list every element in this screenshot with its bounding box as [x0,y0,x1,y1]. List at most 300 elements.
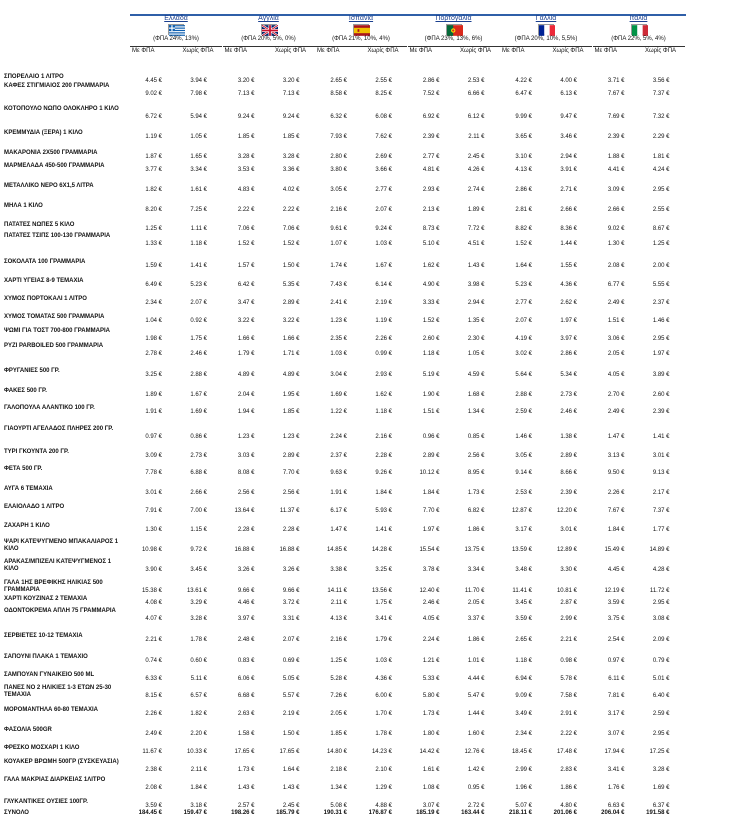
price-with-vat: 2.80 € [330,154,347,160]
price-with-vat: 7.67 € [607,91,625,97]
price-with-vat: 2.38 € [145,767,162,773]
product-label: ΜΑΡΜΕΛΑΔΑ 450-500 ΓΡΑΜΜΑΡΙΑ [4,163,105,169]
price-with-vat: 12.87 € [511,508,532,514]
price-with-vat: 185.19 € [416,810,440,816]
price-with-vat: 1.25 € [330,658,347,664]
price-without-vat: 7.06 € [282,226,300,232]
price-with-vat: 1.69 € [330,392,347,398]
price-without-vat: 1.62 € [375,392,392,398]
price-without-vat: 3.56 € [652,78,670,84]
price-without-vat: 3.08 € [652,616,670,622]
price-with-vat: 3.59 € [515,616,532,622]
price-with-vat: 7.06 € [237,226,255,232]
price-without-vat: 2.60 € [652,392,670,398]
price-without-vat: 1.44 € [467,711,485,717]
price-without-vat: 2.30 € [467,336,485,342]
product-label: ΜΗΛΑ 1 ΚΙΛΟ [4,203,43,209]
price-with-vat: 3.01 € [145,490,162,496]
price-with-vat: 1.03 € [330,351,347,357]
price-with-vat: 1.51 € [422,409,440,415]
price-with-vat: 2.56 € [237,490,255,496]
price-with-vat: 3.41 € [607,767,625,773]
price-without-vat: 3.98 € [467,282,485,288]
product-label: ΡΥΖΙ PARBOILED 500 ΓΡΑΜΜΑΡΙΑ [4,343,104,349]
price-without-vat: 5.78 € [560,676,577,682]
price-with-vat: 2.08 € [145,785,162,791]
price-without-vat: 2.72 € [467,803,485,809]
price-with-vat: 1.97 € [422,527,440,533]
price-with-vat: 13.59 € [511,547,532,553]
price-without-vat: 1.86 € [560,785,577,791]
price-without-vat: 3.91 € [560,167,577,173]
column-subheaders [408,46,500,54]
product-label: ΧΑΡΤΙ ΥΓΕΙΑΣ 8-9 ΤΕΜΑΧΙΑ [4,278,84,284]
price-with-vat: 2.05 € [330,711,347,717]
price-with-vat: 3.53 € [237,167,255,173]
price-without-vat: 4.00 € [560,78,577,84]
price-with-vat: 14.80 € [326,749,347,755]
price-with-vat: 6.94 € [515,676,532,682]
price-without-vat: 11.72 € [649,588,670,594]
price-with-vat: 1.22 € [330,409,347,415]
price-with-vat: 5.19 € [422,372,440,378]
price-with-vat: 3.07 € [607,731,625,737]
product-label: ΓΑΛΑ ΜΑΚΡΙΑΣ ΔΙΑΡΚΕΙΑΣ 1ΛΙΤΡΟ [4,777,106,783]
price-with-vat: 2.77 € [422,154,440,160]
price-with-vat: 6.11 € [608,676,625,682]
price-without-vat: 1.46 € [652,318,670,324]
price-without-vat: 9.13 € [652,470,670,476]
price-with-vat: 3.78 € [422,567,440,573]
price-with-vat: 7.67 € [607,508,625,514]
price-without-vat: 2.94 € [560,154,577,160]
price-without-vat: 2.74 € [467,187,485,193]
price-without-vat: 17.25 € [649,749,670,755]
price-with-vat: 3.13 € [607,453,625,459]
price-without-vat: 176.87 € [368,810,392,816]
price-without-vat: 1.66 € [282,336,300,342]
price-with-vat: 2.88 € [515,392,532,398]
price-without-vat: 5.35 € [282,282,300,288]
price-with-vat: 1.57 € [237,263,255,269]
price-without-vat: 5.93 € [375,508,392,514]
price-without-vat: 1.97 € [652,351,670,357]
price-with-vat: 1.84 € [607,527,625,533]
price-with-vat: 1.98 € [145,336,162,342]
product-label: ΓΑΛΑ 1ΗΣ ΒΡΕΦΙΚΗΣ ΗΛΙΚΙΑΣ 500 ΓΡΑΜΜΑΡΙΑ [4,580,103,593]
price-without-vat: 6.12 € [467,114,485,120]
price-without-vat: 0.60 € [190,658,207,664]
price-without-vat: 1.84 € [190,785,207,791]
price-without-vat: 3.18 € [190,803,207,809]
price-without-vat: 0.95 € [467,785,485,791]
country-header [315,15,407,43]
price-with-vat: 3.38 € [330,567,347,573]
product-label: ΟΔΟΝΤΟΚΡΕΜΑ ΑΠΛΗ 75 ΓΡΑΜΜΑΡΙΑ [4,608,116,614]
price-with-vat: 1.07 € [330,241,347,247]
price-with-vat: 2.86 € [515,187,532,193]
price-with-vat: 9.24 € [237,114,255,120]
price-with-vat: 3.04 € [330,372,347,378]
price-without-vat: 1.19 € [375,318,392,324]
price-without-vat: 1.15 € [190,527,207,533]
country-name[interactable]: Γαλλία [535,15,557,22]
price-without-vat: 1.77 € [652,527,670,533]
price-with-vat: 2.53 € [515,490,532,496]
price-without-vat: 8.67 € [652,226,670,232]
price-without-vat: 2.10 € [375,767,392,773]
price-without-vat: 12.89 € [556,547,577,553]
price-with-vat: 9.02 € [607,226,625,232]
price-with-vat: 1.23 € [237,434,255,440]
price-without-vat: 6.14 € [375,282,392,288]
price-without-vat: 1.38 € [560,434,577,440]
price-without-vat: 0.69 € [282,658,300,664]
price-without-vat: 2.55 € [375,78,392,84]
price-with-vat: 2.35 € [330,336,347,342]
price-without-vat: 0.98 € [560,658,577,664]
price-without-vat: 3.28 € [190,616,207,622]
price-with-vat: 12.40 € [419,588,440,594]
product-label: ΣΑΜΠΟΥΑΝ ΓΥΝΑΙΚΕΙΟ 500 ML [4,672,95,678]
price-without-vat: 6.40 € [652,693,670,699]
price-without-vat: 7.00 € [190,508,207,514]
country-name[interactable]: Ιταλία [629,15,648,22]
price-without-vat: 3.46 € [560,134,577,140]
price-without-vat: 2.46 € [560,409,577,415]
price-without-vat: 2.46 € [190,351,207,357]
price-without-vat: 3.34 € [467,567,485,573]
product-label: ΦΑΣΟΛΙΑ 500GR [4,727,52,733]
product-label: ΓΑΛΟΠΟΥΛΑ ΑΛΑΝΤΙΚΟ 100 ΓΡ. [4,405,95,411]
price-without-vat: 3.89 € [652,372,670,378]
price-without-vat: 3.25 € [375,567,392,573]
price-with-vat: 198.26 € [231,810,255,816]
price-without-vat: 2.22 € [560,731,577,737]
price-without-vat: 2.89 € [560,453,577,459]
price-without-vat: 1.73 € [467,490,485,496]
price-with-vat: 206.04 € [601,810,625,816]
price-with-vat: 1.74 € [330,263,347,269]
price-without-vat: 2.83 € [560,767,577,773]
product-label: ΚΟΥΑΚΕΡ ΒΡΩΜΗ 500ΓΡ (ΣΥΣΚΕΥΑΣΙΑ) [4,759,119,765]
price-without-vat: 2.11 € [190,767,207,773]
price-with-vat: 7.52 € [422,91,440,97]
price-without-vat: 7.37 € [652,91,670,97]
price-without-vat: 12.76 € [464,749,485,755]
price-with-vat: 1.66 € [237,336,255,342]
price-with-vat: 1.85 € [237,134,255,140]
price-with-vat: 1.47 € [330,527,347,533]
product-label: ΨΩΜΙ ΓΙΑ ΤΟΣΤ 700-800 ΓΡΑΜΜΑΡΙΑ [4,328,110,334]
price-with-vat: 1.04 € [145,318,162,324]
price-with-vat: 2.16 € [330,207,347,213]
price-with-vat: 1.19 € [145,134,162,140]
price-without-vat: 1.50 € [282,263,300,269]
price-without-vat: 1.68 € [467,392,485,398]
col-with-vat: Με ΦΠΑ [132,48,155,54]
price-without-vat: 9.26 € [375,470,392,476]
greece-flag-icon [168,24,184,35]
price-without-vat: 1.97 € [560,318,577,324]
price-with-vat: 2.26 € [607,490,625,496]
price-with-vat: 8.15 € [145,693,162,699]
price-with-vat: 4.41 € [607,167,625,173]
price-without-vat: 1.81 € [652,154,670,160]
price-with-vat: 10.98 € [141,547,162,553]
price-with-vat: 1.88 € [607,154,625,160]
price-with-vat: 2.49 € [607,300,625,306]
price-without-vat: 191.58 € [646,810,670,816]
price-with-vat: 3.65 € [515,134,532,140]
price-without-vat: 2.28 € [375,453,392,459]
price-with-vat: 7.91 € [145,508,162,514]
column-subheaders [130,46,222,54]
price-with-vat: 4.07 € [145,616,162,622]
price-with-vat: 1.18 € [515,658,532,664]
price-with-vat: 6.49 € [145,282,162,288]
price-with-vat: 1.51 € [607,318,625,324]
product-label: ΓΛΥΚΑΝΤΙΚΕΣ ΟΥΣΙΕΣ 100ΓΡ. [4,799,88,805]
price-with-vat: 9.99 € [515,114,532,120]
price-with-vat: 13.64 € [234,508,255,514]
price-without-vat: 4.02 € [282,187,300,193]
price-without-vat: 6.57 € [190,693,207,699]
price-with-vat: 3.17 € [515,527,532,533]
price-with-vat: 1.52 € [237,241,255,247]
price-without-vat: 2.95 € [652,731,670,737]
price-without-vat: 5.23 € [190,282,207,288]
country-header [593,15,685,43]
price-with-vat: 4.05 € [422,616,440,622]
price-without-vat: 13.56 € [371,588,392,594]
vat-rates: (ΦΠΑ 21%, 10%, 4%) [332,36,390,42]
col-without-vat: Χωρίς ΦΠΑ [552,48,584,54]
price-without-vat: 4.89 € [282,372,300,378]
price-with-vat: 4.13 € [515,167,532,173]
price-without-vat: 1.41 € [375,527,392,533]
price-with-vat: 3.90 € [145,567,162,573]
col-without-vat: Χωρίς ΦΠΑ [367,48,399,54]
country-header [408,15,500,43]
price-without-vat: 1.70 € [375,711,392,717]
price-with-vat: 2.39 € [607,134,625,140]
price-without-vat: 7.58 € [560,693,577,699]
country-header [223,15,315,43]
price-with-vat: 4.08 € [145,600,162,606]
country-name[interactable]: Ελλάδα [164,15,188,22]
price-without-vat: 0.92 € [190,318,207,324]
price-without-vat: 10.81 € [556,588,577,594]
price-without-vat: 6.00 € [375,693,392,699]
price-without-vat: 14.23 € [371,749,392,755]
price-with-vat: 1.47 € [607,434,625,440]
col-without-vat: Χωρίς ΦΠΑ [182,48,214,54]
price-without-vat: 2.89 € [282,300,300,306]
price-without-vat: 2.73 € [190,453,207,459]
price-without-vat: 2.95 € [652,187,670,193]
product-label: ΦΕΤΑ 500 ΓΡ. [4,466,43,472]
price-with-vat: 1.73 € [237,767,255,773]
product-label: ΚΡΕΜΜΥΔΙΑ (ΞΕΡΑ) 1 ΚΙΛΟ [4,130,83,136]
price-with-vat: 7.78 € [145,470,162,476]
price-without-vat: 1.03 € [375,241,392,247]
price-without-vat: 2.00 € [652,263,670,269]
price-without-vat: 3.28 € [282,154,300,160]
vat-rates: (ΦΠΑ 23%, 13%, 6%) [424,36,483,42]
price-without-vat: 3.45 € [190,567,207,573]
price-with-vat: 4.90 € [422,282,440,288]
product-label: ΧΑΡΤΙ ΚΟΥΖΙΝΑΣ 2 ΤΕΜΑΧΙΑ [4,596,88,602]
price-without-vat: 3.01 € [652,453,670,459]
price-without-vat: 1.61 € [190,187,207,193]
price-with-vat: 5.08 € [330,803,347,809]
price-without-vat: 1.43 € [467,263,485,269]
price-without-vat: 10.33 € [186,749,207,755]
price-with-vat: 14.85 € [326,547,347,553]
price-without-vat: 1.34 € [467,409,485,415]
price-with-vat: 2.08 € [607,263,625,269]
price-without-vat: 5.57 € [282,693,300,699]
price-with-vat: 1.25 € [145,226,162,232]
price-with-vat: 2.78 € [145,351,162,357]
product-label: ΜΕΤΑΛΛΙΚΟ ΝΕΡΟ 6Χ1,5 ΛΙΤΡΑ [4,183,94,189]
price-with-vat: 2.24 € [422,637,440,643]
product-label: ΕΛΑΙΟΛΑΔΟ 1 ΛΙΤΡΟ [4,504,65,510]
price-without-vat: 2.73 € [560,392,577,398]
price-with-vat: 2.22 € [237,207,255,213]
price-without-vat: 4.80 € [560,803,577,809]
product-label: ΜΟΡΟΜΑΝΤΗΛΑ 60-80 ΤΕΜΑΧΙΑ [4,707,99,713]
price-with-vat: 5.23 € [515,282,532,288]
price-without-vat: 11.37 € [279,508,300,514]
price-with-vat: 1.52 € [422,318,440,324]
price-without-vat: 3.29 € [190,600,207,606]
price-without-vat: 5.94 € [190,114,207,120]
price-without-vat: 4.26 € [467,167,485,173]
price-with-vat: 2.41 € [330,300,347,306]
price-with-vat: 2.89 € [422,453,440,459]
price-without-vat: 14.89 € [649,547,670,553]
product-label: ΣΟΚΟΛΑΤΑ 100 ΓΡΑΜΜΑΡΙΑ [4,259,86,265]
price-with-vat: 1.79 € [237,351,255,357]
price-with-vat: 6.63 € [607,803,625,809]
price-without-vat: 1.75 € [190,336,207,342]
price-with-vat: 9.02 € [145,91,162,97]
price-with-vat: 9.61 € [330,226,347,232]
price-without-vat: 1.79 € [375,637,392,643]
price-with-vat: 3.97 € [237,616,255,622]
price-without-vat: 1.42 € [467,767,485,773]
price-with-vat: 2.26 € [145,711,162,717]
price-with-vat: 3.09 € [145,453,162,459]
price-with-vat: 2.46 € [422,600,440,606]
price-with-vat: 2.70 € [607,392,625,398]
price-without-vat: 185.79 € [276,810,300,816]
price-with-vat: 1.61 € [422,767,440,773]
product-label: ΖΑΧΑΡΗ 1 ΚΙΛΟ [4,523,50,529]
product-label: ΣΕΡΒΙΕΤΕΣ 10-12 ΤΕΜΑΧΙΑ [4,633,83,639]
price-with-vat: 7.43 € [330,282,347,288]
price-without-vat: 2.71 € [560,187,577,193]
price-with-vat: 3.10 € [515,154,532,160]
product-label: ΣΑΠΟΥΝΙ ΠΛΑΚΑ 1 ΤΕΜΑΧΙΟ [4,654,88,660]
price-with-vat: 3.33 € [422,300,440,306]
price-with-vat: 2.34 € [145,300,162,306]
price-with-vat: 3.22 € [237,318,255,324]
column-subheaders [315,46,407,54]
price-with-vat: 2.65 € [330,78,347,84]
product-label: ΦΡΕΣΚΟ ΜΟΣΧΑΡΙ 1 ΚΙΛΟ [4,745,80,751]
price-without-vat: 9.24 € [375,226,392,232]
price-with-vat: 8.82 € [515,226,532,232]
price-with-vat: 2.63 € [237,711,255,717]
price-without-vat: 1.85 € [282,134,300,140]
price-with-vat: 2.04 € [237,392,255,398]
price-without-vat: 2.66 € [190,490,207,496]
price-without-vat: 2.07 € [375,207,392,213]
price-with-vat: 4.83 € [237,187,255,193]
price-without-vat: 3.37 € [467,616,485,622]
product-label: ΓΙΑΟΥΡΤΙ ΑΓΕΛΑΔΟΣ ΠΛΗΡΕΣ 200 ΓΡ. [4,426,114,432]
price-without-vat: 1.95 € [282,392,300,398]
price-without-vat: 1.55 € [560,263,577,269]
price-with-vat: 12.19 € [604,588,625,594]
price-without-vat: 9.72 € [190,547,207,553]
country-name[interactable]: Πορτογαλία [435,15,472,22]
price-without-vat: 3.34 € [190,167,207,173]
price-with-vat: 4.45 € [145,78,162,84]
price-without-vat: 1.01 € [467,658,485,664]
price-with-vat: 10.12 € [419,470,440,476]
price-with-vat: 7.13 € [237,91,255,97]
price-without-vat: 8.25 € [375,91,392,97]
price-without-vat: 1.78 € [375,731,392,737]
price-without-vat: 2.88 € [190,372,207,378]
product-label: ΦΡΥΓΑΝΙΕΣ 500 ΓΡ. [4,368,60,374]
price-with-vat: 4.13 € [330,616,347,622]
product-label: ΑΥΓΑ 6 ΤΕΜΑΧΙΑ [4,486,53,492]
price-with-vat: 2.18 € [330,767,347,773]
price-without-vat: 11.70 € [464,588,485,594]
price-with-vat: 6.32 € [330,114,347,120]
country-name[interactable]: Ισπανία [348,15,374,22]
price-without-vat: 5.11 € [190,676,207,682]
price-without-vat: 1.75 € [375,600,392,606]
price-without-vat: 201.06 € [553,810,577,816]
product-label: ΧΥΜΟΣ ΤΟΜΑΤΑΣ 500 ΓΡΑΜΜΑΡΙΑ [4,314,105,320]
price-without-vat: 1.11 € [190,226,207,232]
price-with-vat: 1.82 € [145,187,162,193]
price-with-vat: 1.59 € [145,263,162,269]
price-with-vat: 11.67 € [142,749,162,755]
country-name[interactable]: Αγγλία [258,15,279,22]
product-label: ΠΑΝΕΣ ΝΟ 2 ΗΛΙΚΙΕΣ 1-3 ΕΤΩΝ 25-30 ΤΕΜΑΧΙΑ [4,685,112,698]
price-without-vat: 2.20 € [190,731,207,737]
price-without-vat: 2.09 € [652,637,670,643]
price-with-vat: 2.99 € [515,767,532,773]
price-with-vat: 0.97 € [607,658,625,664]
price-with-vat: 4.05 € [607,372,625,378]
price-with-vat: 9.09 € [515,693,532,699]
price-without-vat: 2.19 € [282,711,300,717]
price-without-vat: 4.36 € [560,282,577,288]
price-with-vat: 2.81 € [515,207,532,213]
price-with-vat: 8.58 € [330,91,347,97]
italy-flag-icon [631,24,647,35]
price-with-vat: 11.41 € [512,588,532,594]
price-with-vat: 2.37 € [330,453,347,459]
